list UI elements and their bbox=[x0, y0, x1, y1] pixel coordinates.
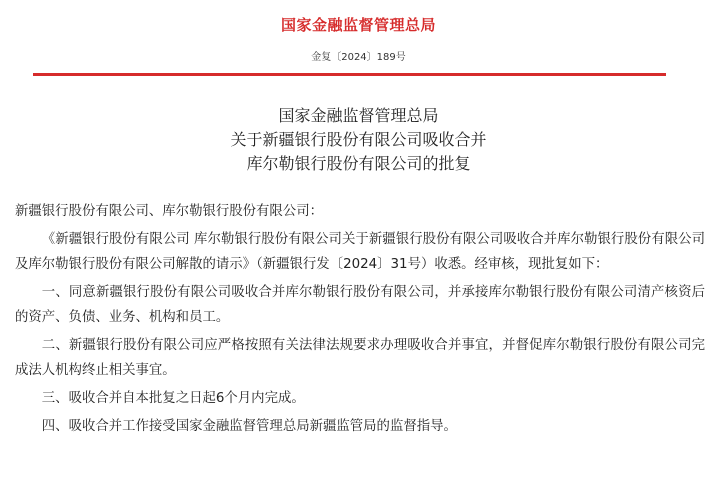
approval-item-3: 三、吸收合并自本批复之日起6个月内完成。 bbox=[41, 391, 305, 406]
issuer-name: 国家金融监督管理总局 bbox=[280, 16, 436, 34]
title-line-2: 关于新疆银行股份有限公司吸收合并 bbox=[230, 130, 487, 149]
title-line-1: 国家金融监督管理总局 bbox=[278, 106, 439, 125]
approval-item-4: 四、吸收合并工作接受国家金融监督管理总局新疆监管局的监督指导。 bbox=[41, 419, 457, 434]
document-header bbox=[0, 0, 717, 80]
document-body bbox=[15, 199, 705, 442]
approval-item-2: 二、新疆银行股份有限公司应严格按照有关法律法规要求办理吸收合并事宜，并督促库尔勒银行股份有限公司完成法人机构终止相关事宜。 bbox=[15, 338, 705, 378]
red-divider bbox=[33, 73, 666, 76]
document-number: 金复〔2024〕189号 bbox=[311, 52, 406, 63]
intro-paragraph: 《新疆银行股份有限公司 库尔勒银行股份有限公司关于新疆银行股份有限公司吸收合并库尔勒银行股份有限公司及库尔勒银行股份有限公司解散的请示》（新疆银行发〔2024〕31号）收悉。经审核，现批复如下： bbox=[15, 232, 705, 272]
document-title bbox=[0, 104, 717, 176]
title-line-3: 库尔勒银行股份有限公司的批复 bbox=[246, 154, 471, 173]
approval-item-1: 一、同意新疆银行股份有限公司吸收合并库尔勒银行股份有限公司，并承接库尔勒银行股份有限公司清产核资后的资产、负债、业务、机构和员工。 bbox=[15, 285, 705, 325]
salutation: 新疆银行股份有限公司、库尔勒银行股份有限公司： bbox=[15, 204, 323, 219]
